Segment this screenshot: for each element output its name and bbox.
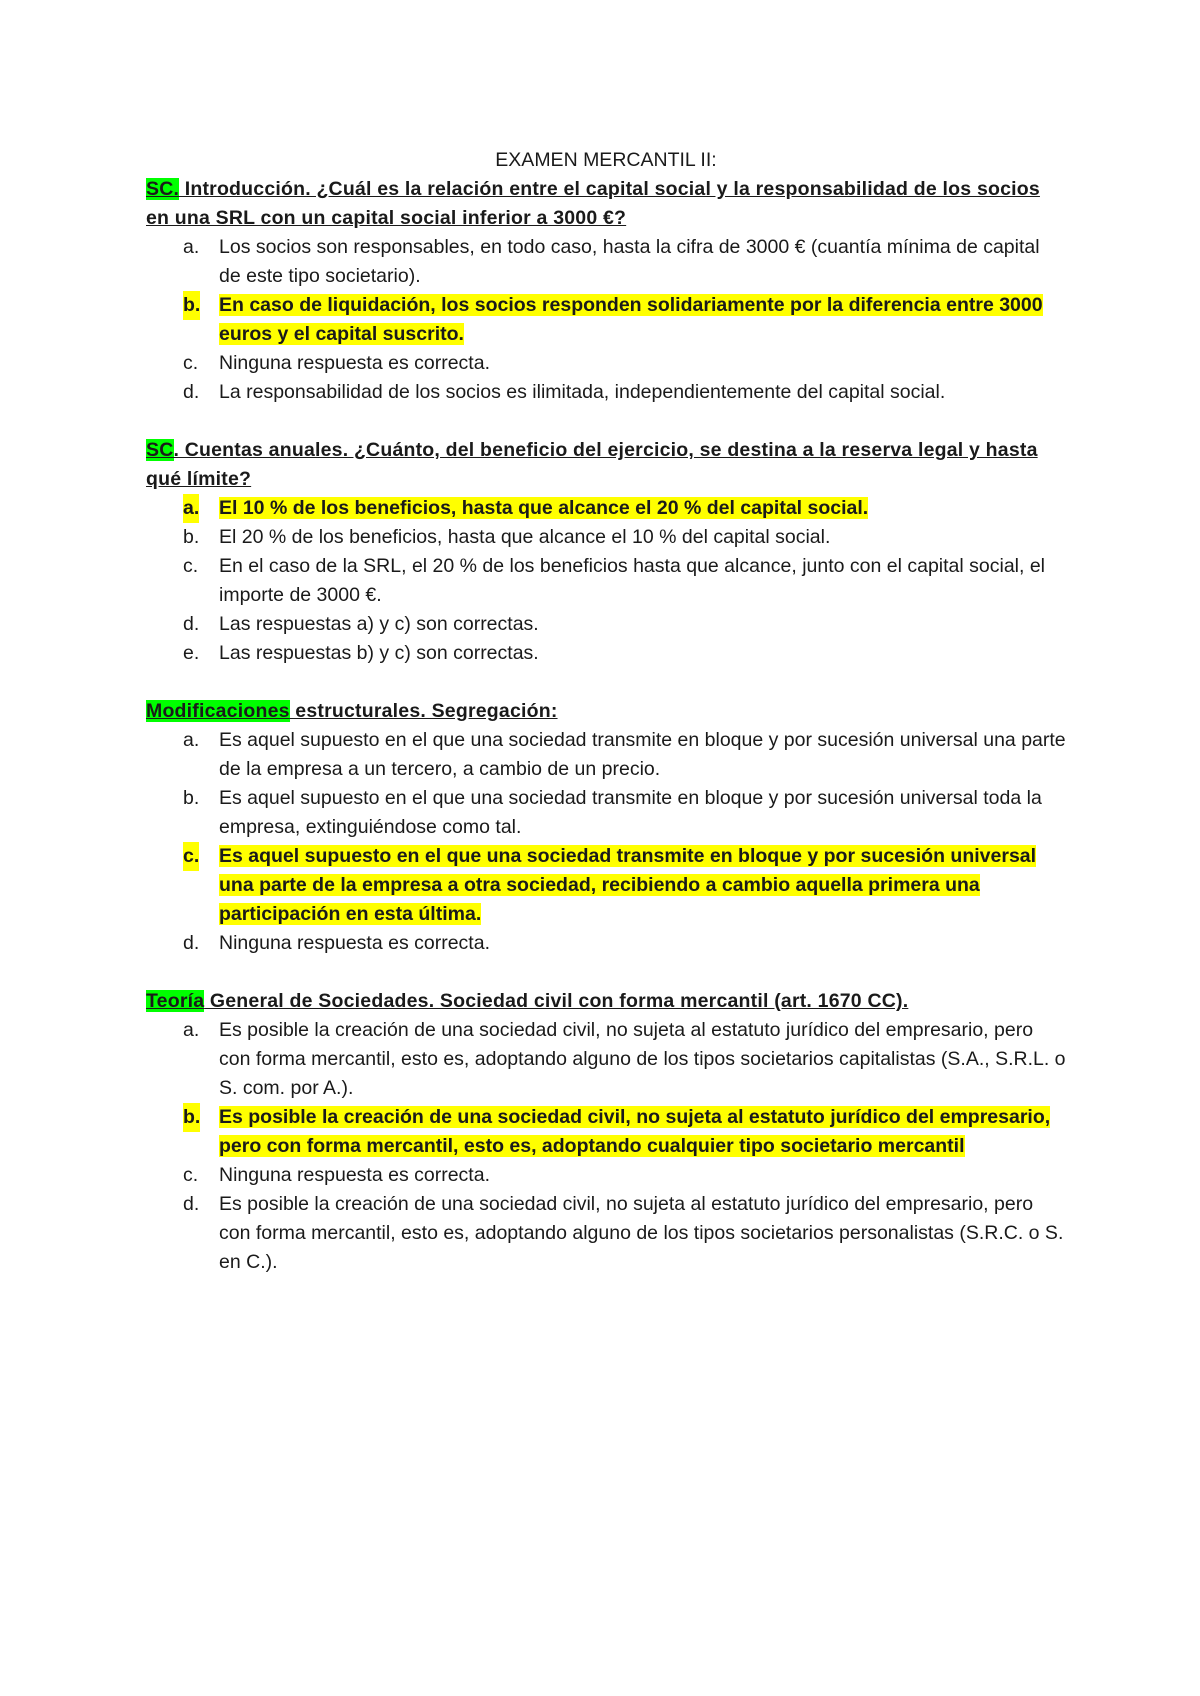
option-item [146, 349, 1066, 378]
option-text: Es posible la creación de una sociedad civil, no sujeta al estatuto jurídico del empresario, pero con forma mercantil, esto es, adoptando alguno de los tipos societarios personalistas (S.R.C. o S. en C.). [219, 1193, 1064, 1273]
option-item [146, 523, 1066, 552]
options-list [146, 233, 1066, 407]
option-letter: c. [183, 842, 199, 871]
option-text: La responsabilidad de los socios es ilimitada, independientemente del capital social. [219, 381, 946, 403]
option-text: Las respuestas b) y c) son correctas. [219, 642, 539, 664]
option-text: Es posible la creación de una sociedad civil, no sujeta al estatuto jurídico del empresario, pero con forma mercantil, esto es, adoptando cualquier tipo societario mercantil [219, 1106, 1051, 1157]
option-letter: d. [183, 381, 200, 403]
option-text: Las respuestas a) y c) son correctas. [219, 613, 539, 635]
option-text: Es aquel supuesto en el que una sociedad transmite en bloque y por sucesión universal una parte de la empresa a un tercero, a cambio de un precio. [219, 729, 1066, 780]
option-letter: d. [183, 613, 200, 635]
question-block [146, 987, 1066, 1277]
question-stem [146, 175, 1066, 233]
option-text: El 20 % de los beneficios, hasta que alcance el 10 % del capital social. [219, 526, 831, 548]
option-text: Es aquel supuesto en el que una sociedad transmite en bloque y por sucesión universal toda la empresa, extinguiéndose como tal. [219, 787, 1042, 838]
option-item-correct [146, 842, 1066, 929]
question-stem [146, 987, 1066, 1016]
option-text: El 10 % de los beneficios, hasta que alcance el 20 % del capital social. [219, 497, 869, 519]
option-text: Es posible la creación de una sociedad civil, no sujeta al estatuto jurídico del empresario, pero con forma mercantil, esto es, adoptando alguno de los tipos societarios capitalistas (S.A., S.R.L. o S. com. por A.). [219, 1019, 1066, 1099]
option-letter: b. [183, 787, 200, 809]
options-list [146, 1016, 1066, 1277]
option-letter: d. [183, 932, 200, 954]
option-letter: b. [183, 1103, 200, 1132]
options-list [146, 726, 1066, 958]
question-tag: SC. [146, 178, 180, 200]
option-letter: b. [183, 291, 200, 320]
option-item [146, 610, 1066, 639]
option-item [146, 929, 1066, 958]
question-stem [146, 697, 1066, 726]
option-item [146, 233, 1066, 291]
option-item-correct [146, 291, 1066, 349]
option-item [146, 1161, 1066, 1190]
option-text: Ninguna respuesta es correcta. [219, 352, 490, 374]
option-letter: a. [183, 236, 200, 258]
document-content [146, 146, 1066, 1306]
question-stem [146, 436, 1066, 494]
options-list [146, 494, 1066, 668]
option-item [146, 1016, 1066, 1103]
option-item [146, 378, 1066, 407]
question-tag: Modificaciones [146, 700, 290, 722]
option-text: Ninguna respuesta es correcta. [219, 932, 490, 954]
option-item [146, 726, 1066, 784]
option-letter: a. [183, 1019, 200, 1041]
option-letter: c. [183, 352, 199, 374]
question-text: Introducción. ¿Cuál es la relación entre el capital social y la responsabilidad de los socios en una SRL con un capital social inferior a 3000 €? [146, 178, 1040, 229]
option-letter: d. [183, 1193, 200, 1215]
option-text: Los socios son responsables, en todo caso, hasta la cifra de 3000 € (cuantía mínima de capital de este tipo societario). [219, 236, 1040, 287]
option-letter: a. [183, 729, 200, 751]
option-item [146, 639, 1066, 668]
option-letter: c. [183, 1164, 199, 1186]
question-text: estructurales. Segregación: [289, 700, 558, 722]
page-title: EXAMEN MERCANTIL II: [495, 149, 717, 171]
option-item [146, 784, 1066, 842]
option-letter: e. [183, 642, 200, 664]
option-text: Ninguna respuesta es correcta. [219, 1164, 490, 1186]
question-block [146, 175, 1066, 407]
option-item [146, 1190, 1066, 1277]
option-text: En el caso de la SRL, el 20 % de los beneficios hasta que alcance, junto con el capital social, el importe de 3000 €. [219, 555, 1046, 606]
option-item-correct [146, 494, 1066, 523]
option-text: En caso de liquidación, los socios responden solidariamente por la diferencia entre 3000 euros y el capital suscrito. [219, 294, 1043, 345]
option-letter: b. [183, 526, 200, 548]
option-text: Es aquel supuesto en el que una sociedad transmite en bloque y por sucesión universal una parte de la empresa a otra sociedad, recibiendo a cambio aquella primera una participación en esta última. [219, 845, 1037, 925]
question-block [146, 436, 1066, 668]
question-tag: Teoría [146, 990, 205, 1012]
option-letter: a. [183, 494, 199, 523]
question-text: . Cuentas anuales. ¿Cuánto, del beneficio del ejercicio, se destina a la reserva legal y hasta qué límite? [146, 439, 1038, 490]
option-letter: c. [183, 555, 199, 577]
question-tag: SC [146, 439, 174, 461]
question-block [146, 697, 1066, 958]
question-text: General de Sociedades. Sociedad civil con forma mercantil (art. 1670 CC). [204, 990, 909, 1012]
option-item [146, 552, 1066, 610]
option-item-correct [146, 1103, 1066, 1161]
